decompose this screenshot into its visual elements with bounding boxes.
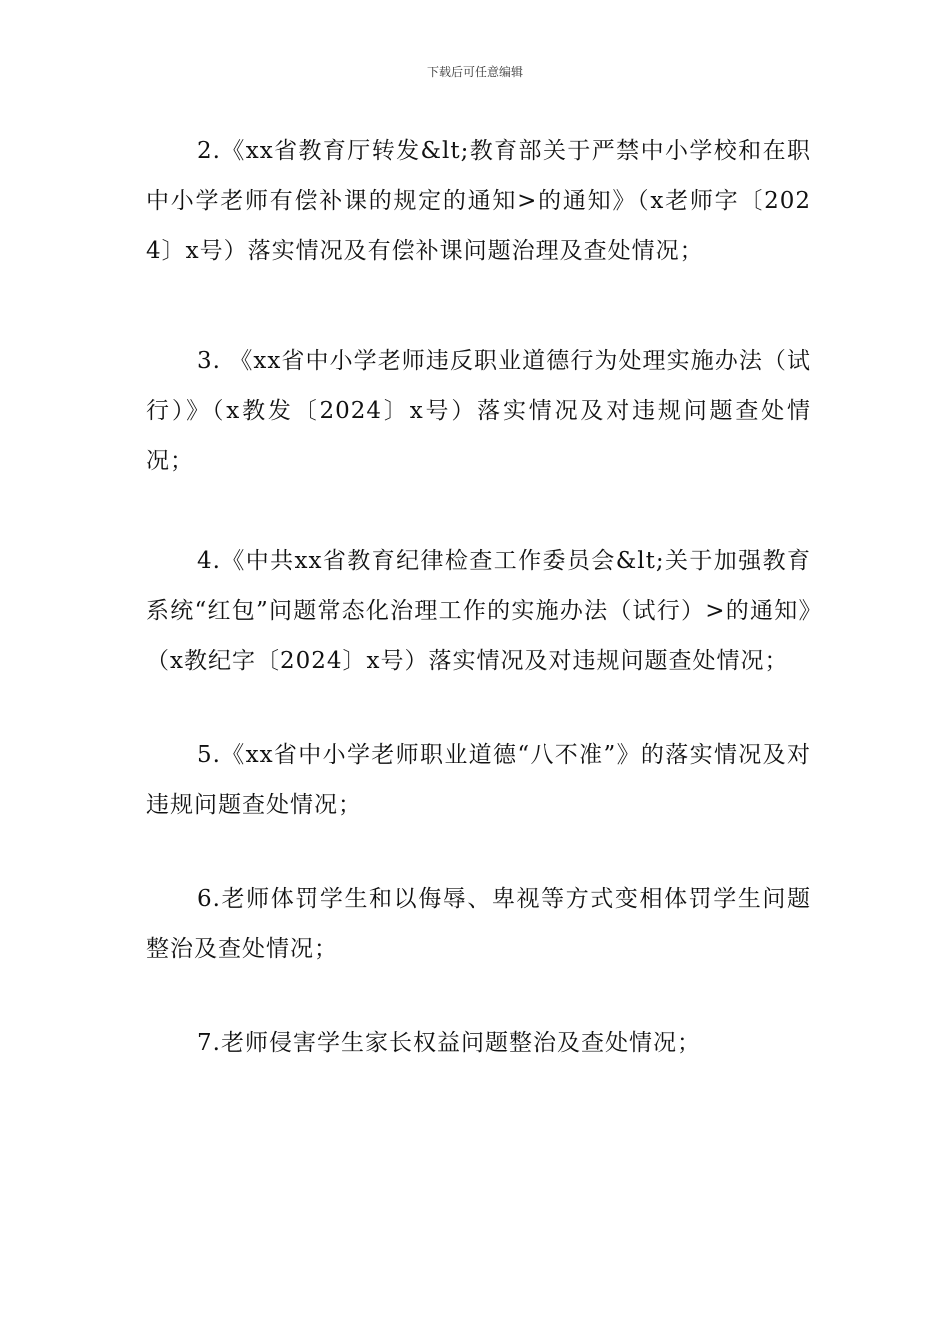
paragraph-spacer xyxy=(146,486,811,536)
page-header: 下载后可任意编辑 xyxy=(426,65,523,79)
document-body xyxy=(146,126,811,1068)
paragraph-spacer xyxy=(146,276,811,336)
paragraph-spacer xyxy=(146,686,811,730)
list-item-7: 7.老师侵害学生家长权益问题整治及查处情况； xyxy=(197,1030,701,1056)
list-item-3: 3. 《xx省中小学老师违反职业道德行为处理实施办法（试行）》（x教发〔2024〕x号）落实情况及对违规问题查处情况； xyxy=(146,348,811,474)
paragraph-spacer xyxy=(146,974,811,1018)
list-item-5: 5.《xx省中小学老师职业道德“八不准”》的落实情况及对违规问题查处情况； xyxy=(146,742,811,818)
list-item-6: 6.老师体罚学生和以侮辱、卑视等方式变相体罚学生问题整治及查处情况； xyxy=(146,886,811,962)
list-item-4: 4.《中共xx省教育纪律检查工作委员会&lt;关于加强教育系统“红包”问题常态化治理工作的实施办法（试行）>的通知》（x教纪字〔2024〕x号）落实情况及对违规问题查处情况； xyxy=(146,548,811,674)
paragraph-spacer xyxy=(146,830,811,874)
list-item-2: 2.《xx省教育厅转发&lt;教育部关于严禁中小学校和在职中小学老师有偿补课的规定的通知>的通知》（x老师字〔2024〕x号）落实情况及有偿补课问题治理及查处情况； xyxy=(146,138,811,264)
